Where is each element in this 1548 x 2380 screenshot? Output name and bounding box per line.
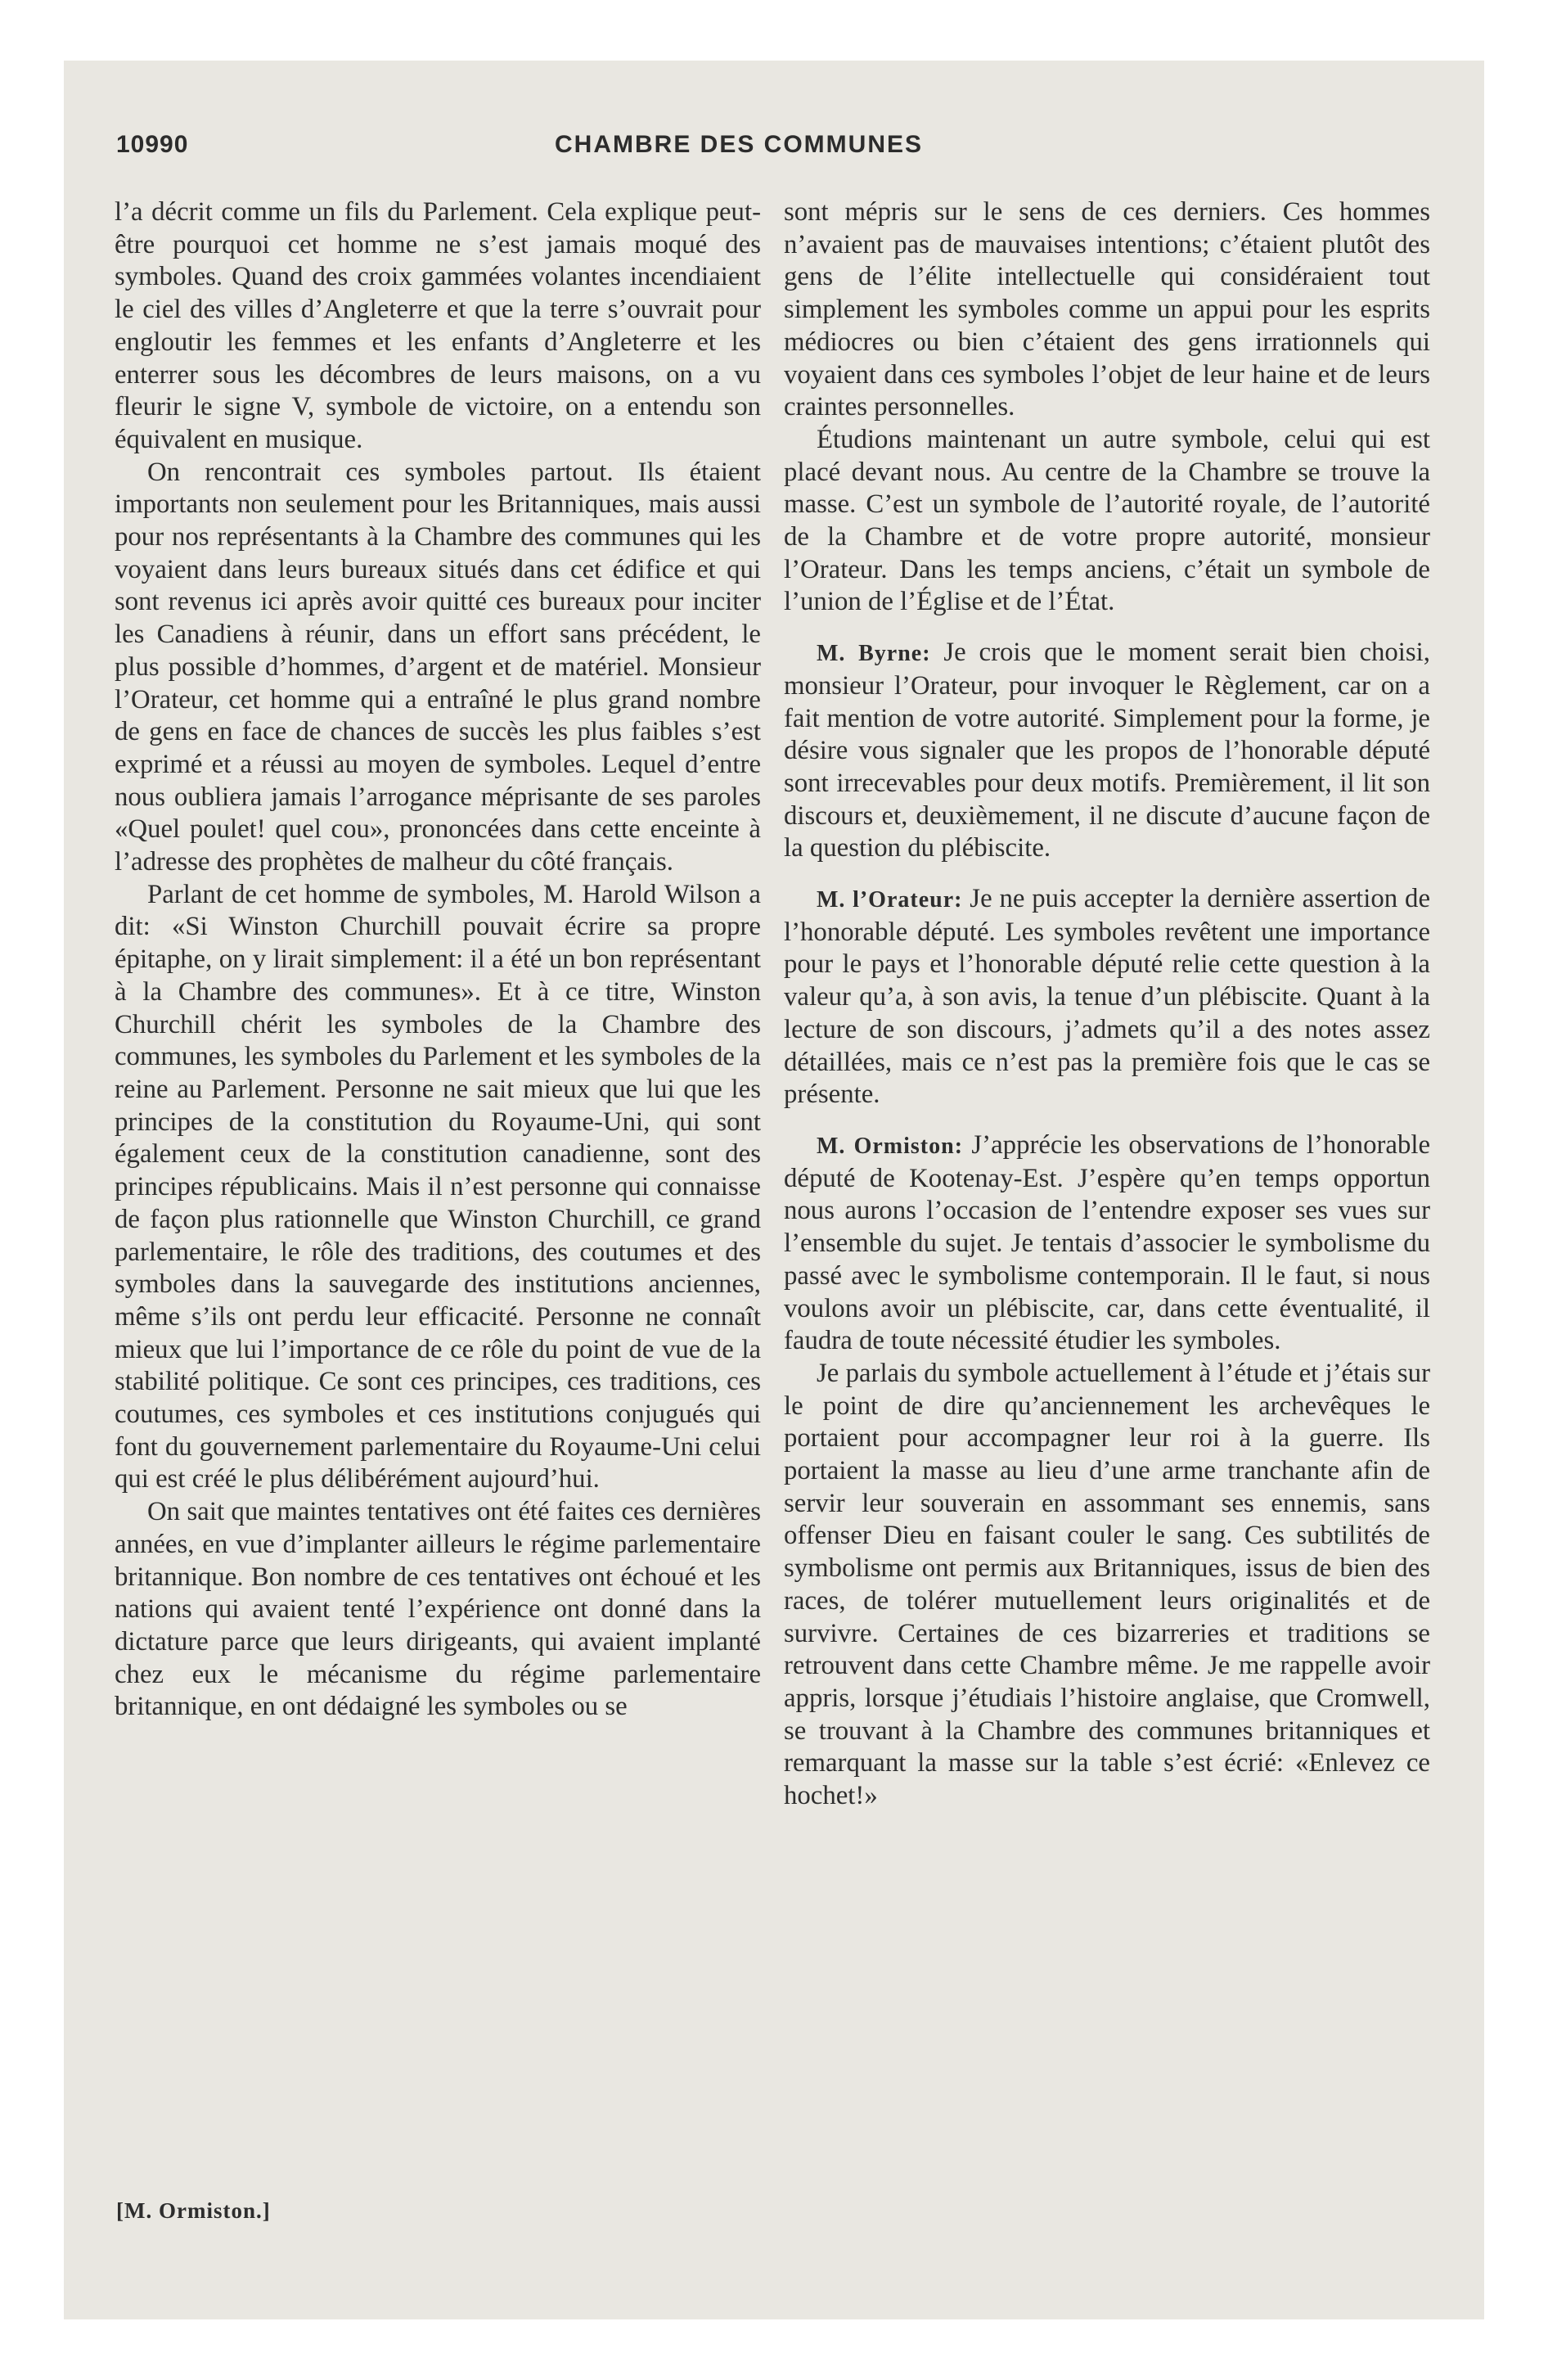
speech-paragraph — [784, 883, 1430, 1111]
speech-paragraph — [784, 1129, 1430, 1358]
speech-text: J’apprécie les observations de l’honorable député de Kootenay-Est. J’espère qu’en temps opportun nous aurons l’occasion de l’entendre exposer ses vues sur l’ensemble du sujet. Je tentais d’associer le symbolisme du passé avec le symbolisme contemporain. Il le faut, si nous voulons avoir un plébiscite, car, dans cette éventualité, il faudra de toute nécessité étudier les symboles. — [784, 1129, 1431, 1356]
page-number: 10990 — [116, 131, 189, 158]
paragraph: On rencontrait ces symboles partout. Ils étaient importants non seulement pour les Britanniques, mais aussi pour nos représentants à la Chambre des communes qui les voyaient dans leurs bureaux situés dans cet édifice et qui sont revenus ici après avoir quitté ces bureaux pour inciter les Canadiens à réunir, dans un effort sans précédent, le plus possible d’hommes, d’argent et de matériel. Monsieur l’Orateur, cet homme qui a entraîné le plus grand nombre de gens en face de chances de succès les plus faibles s’est exprimé et a réussi au moyen de symboles. Lequel d’entre nous oubliera jamais l’arrogance méprisante de ses paroles «Quel poulet! quel cou», prononcées dans cette enceinte à l’adresse des prophètes de malheur du côté français. — [115, 457, 761, 877]
paragraph: Étudions maintenant un autre symbole, celui qui est placé devant nous. Au centre de la Chambre se trouve la masse. C’est un symbole de l’autorité royale, de l’autorité de la Chambre et de votre propre autorité, monsieur l’Orateur. Dans les temps anciens, c’était un symbole de l’union de l’Église et de l’État. — [784, 424, 1430, 617]
speech-paragraph — [784, 637, 1430, 865]
paragraph: sont mépris sur le sens de ces derniers. Ces hommes n’avaient pas de mauvaises intentions; c’étaient plutôt des gens de l’élite intellectuelle qui considéraient tout simplement les symboles comme un appui pour les esprits médiocres ou bien c’étaient des gens irrationnels qui voyaient dans ces symboles l’objet de leur haine et de leurs craintes personnelles. — [784, 197, 1430, 422]
speaker-name: M. l’Orateur: — [817, 887, 963, 913]
footer-speaker-reference: [M. Ormiston.] — [116, 2198, 271, 2223]
speaker-name: M. Ormiston: — [817, 1133, 964, 1159]
left-column — [115, 196, 761, 1724]
paragraph: l’a décrit comme un fils du Parlement. Cela explique peut-être pourquoi cet homme ne s’est jamais moqué des symboles. Quand des croix gammées volantes incendiaient le ciel des villes d’Angleterre et que la terre s’ouvrait pour engloutir les femmes et les enfants d’Angleterre et les enterrer sous les décombres de leurs maisons, on a vu fleurir le signe V, symbole de victoire, on a entendu son équivalent en musique. — [115, 197, 761, 454]
running-head: CHAMBRE DES COMMUNES — [555, 131, 924, 158]
speech-text: Je crois que le moment serait bien choisi, monsieur l’Orateur, pour invoquer le Règlement, car on a fait mention de votre autorité. Simplement pour la forme, je désire vous signaler que les propos de l’honorable député sont irrecevables pour deux motifs. Premièrement, il lit son discours et, deuxièmement, il ne discute d’aucune façon de la question du plébiscite. — [784, 638, 1430, 863]
speaker-name: M. Byrne: — [817, 641, 931, 667]
speech-text: Je ne puis accepter la dernière assertion de l’honorable député. Les symboles revêtent une importance pour le pays et l’honorable député relie cette question à la valeur qu’a, à son avis, la tenue d’un plébiscite. Quant à la lecture de son discours, j’admets qu’il a des notes assez détaillées, mais ce n’est pas la première fois que le cas se présente. — [784, 884, 1430, 1110]
paragraph: Je parlais du symbole actuellement à l’étude et j’étais sur le point de dire qu’anciennement les archevêques le portaient pour accompagner leur roi à la guerre. Ils portaient la masse au lieu d’une arme tranchante afin de servir leur souverain en assommant ses ennemis, sans offenser Dieu en faisant couler le sang. Ces subtilités de symbolisme ont permis aux Britanniques, issus de bien des races, de tolérer mutuellement leurs originalités et de survivre. Certaines de ces bizarreries et traditions se retrouvent dans cette Chambre même. Je me rappelle avoir appris, lorsque j’étudiais l’histoire anglaise, que Cromwell, se trouvant à la Chambre des communes britanniques et remarquant la masse sur la table s’est écrié: «Enlevez ce hochet!» — [784, 1358, 1430, 1811]
paragraph: On sait que maintes tentatives ont été faites ces dernières années, en vue d’implanter ailleurs le régime parlementaire britannique. Bon nombre de ces tentatives ont échoué et les nations qui avaient tenté l’expérience ont donné dans la dictature parce que leurs dirigeants, qui avaient implanté chez eux le mécanisme du régime parlementaire britannique, en ont dédaigné les symboles ou se — [115, 1497, 761, 1722]
right-column — [784, 196, 1430, 1813]
paragraph: Parlant de cet homme de symboles, M. Harold Wilson a dit: «Si Winston Churchill pouvait écrire sa propre épitaphe, on y lirait simplement: il a été un bon représentant à la Chambre des communes». Et à ce titre, Winston Churchill chérit les symboles de la Chambre des communes, les symboles du Parlement et les symboles de la reine au Parlement. Personne ne sait mieux que lui que les principes de la constitution du Royaume-Uni, qui sont également ceux de la constitution canadienne, sont des principes républicains. Mais il n’est personne qui connaisse de façon plus rationnelle que Winston Churchill, ce grand parlementaire, le rôle des traditions, des coutumes et des symboles dans la sauvegarde des institutions anciennes, même s’ils ont perdu leur efficacité. Personne ne connaît mieux que lui l’importance de ce rôle du point de vue de la stabilité politique. Ce sont ces principes, ces traditions, ces coutumes, ces symboles et ces institutions conjugués qui font du gouvernement parlementaire du Royaume-Uni celui qui est créé le plus délibérément aujourd’hui. — [115, 879, 761, 1494]
page-header — [116, 131, 1420, 167]
